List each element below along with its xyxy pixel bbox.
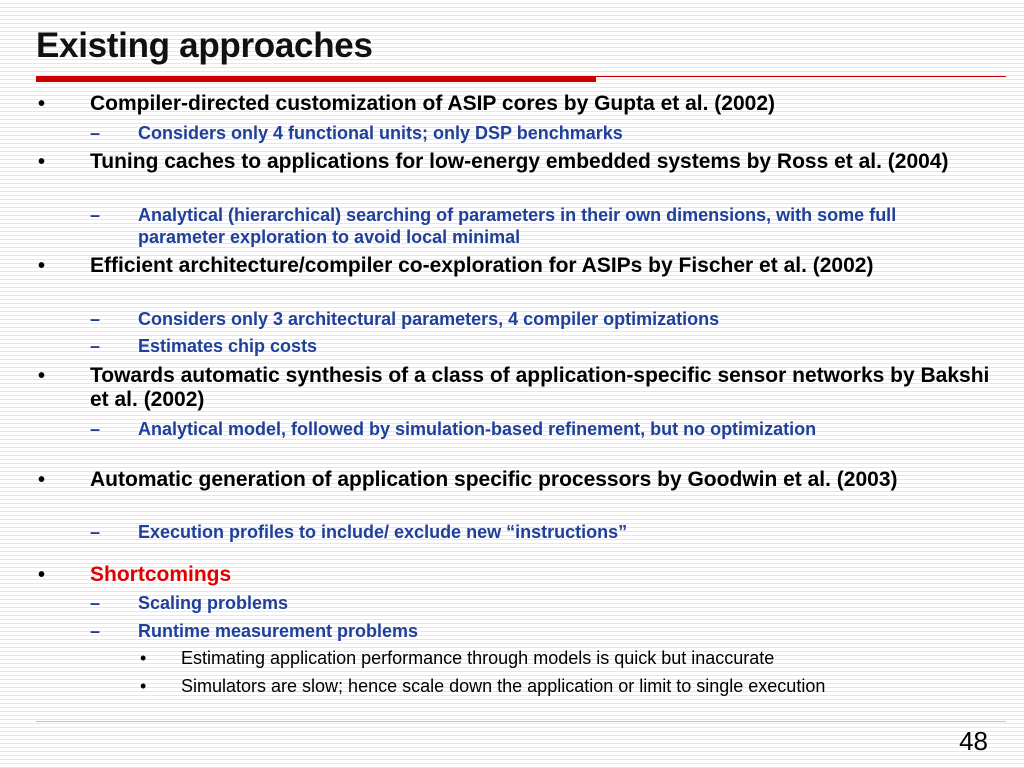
sub-bullet-fischer-params <box>90 308 970 330</box>
sub-bullet-marker: – <box>90 522 101 542</box>
sub-bullet-marker: – <box>90 419 101 439</box>
sub-bullet-text: Considers only 3 architectural parameters, 4 compiler optimizations <box>138 309 720 329</box>
sub-sub-bullet-models <box>140 647 960 669</box>
sub-bullet-text: Analytical (hierarchical) searching of parameters in their own dimensions, with some full parameter exploration to avoid local minimal <box>138 205 897 247</box>
bullet-text: Efficient architecture/compiler co-exploration for ASIPs by Fischer et al. (2002) <box>90 254 874 277</box>
bullet-goodwin <box>38 468 998 492</box>
bullet-ross <box>38 150 998 174</box>
sub-bullet-ross-detail <box>90 204 970 248</box>
bullet-text: Towards automatic synthesis of a class of application-specific sensor networks by Bakshi et al. (2002) <box>90 364 990 411</box>
sub-sub-bullet-marker: • <box>140 676 147 696</box>
bullet-fischer <box>38 254 998 278</box>
bullet-marker: • <box>38 93 46 115</box>
sub-sub-bullet-text: Simulators are slow; hence scale down the application or limit to single execution <box>181 676 826 696</box>
sub-bullet-text: Scaling problems <box>138 593 289 613</box>
bullet-marker: • <box>38 469 46 491</box>
bullet-text-shortcomings: Shortcomings <box>90 563 232 586</box>
bullet-text: Compiler-directed customization of ASIP cores by Gupta et al. (2002) <box>90 92 775 115</box>
sub-bullet-marker: – <box>90 593 101 613</box>
sub-bullet-marker: – <box>90 336 101 356</box>
bullet-text: Automatic generation of application specific processors by Goodwin et al. (2003) <box>90 468 898 491</box>
sub-bullet-marker: – <box>90 309 101 329</box>
sub-bullet-text: Execution profiles to include/ exclude new “instructions” <box>138 522 628 542</box>
bullet-marker: • <box>38 365 46 387</box>
sub-bullet-runtime <box>90 620 970 642</box>
sub-sub-bullet-text: Estimating application performance through models is quick but inaccurate <box>181 648 775 668</box>
sub-bullet-text: Analytical model, followed by simulation-based refinement, but no optimization <box>138 419 817 439</box>
sub-bullet-text: Estimates chip costs <box>138 336 318 356</box>
sub-bullet-gupta-detail <box>90 122 970 144</box>
sub-bullet-marker: – <box>90 621 101 641</box>
sub-bullet-marker: – <box>90 123 101 143</box>
sub-bullet-fischer-costs <box>90 335 970 357</box>
sub-sub-bullet-simulators <box>140 675 960 697</box>
sub-bullet-scaling <box>90 592 970 614</box>
bullet-bakshi <box>38 364 998 412</box>
bullet-marker: • <box>38 564 46 586</box>
bullet-text: Tuning caches to applications for low-energy embedded systems by Ross et al. (2004) <box>90 150 949 173</box>
sub-bullet-text: Considers only 4 functional units; only DSP benchmarks <box>138 123 623 143</box>
sub-bullet-text: Runtime measurement problems <box>138 621 419 641</box>
bullet-shortcomings <box>38 563 998 587</box>
bullet-marker: • <box>38 255 46 277</box>
slide-title: Existing approaches <box>36 26 373 65</box>
footer-rule <box>36 721 1006 722</box>
bullet-marker: • <box>38 151 46 173</box>
sub-bullet-marker: – <box>90 205 101 225</box>
sub-sub-bullet-marker: • <box>140 648 147 668</box>
page-number: 48 <box>959 726 988 756</box>
bullet-gupta <box>38 92 998 116</box>
sub-bullet-bakshi-detail <box>90 418 970 440</box>
sub-bullet-goodwin-detail <box>90 521 970 543</box>
